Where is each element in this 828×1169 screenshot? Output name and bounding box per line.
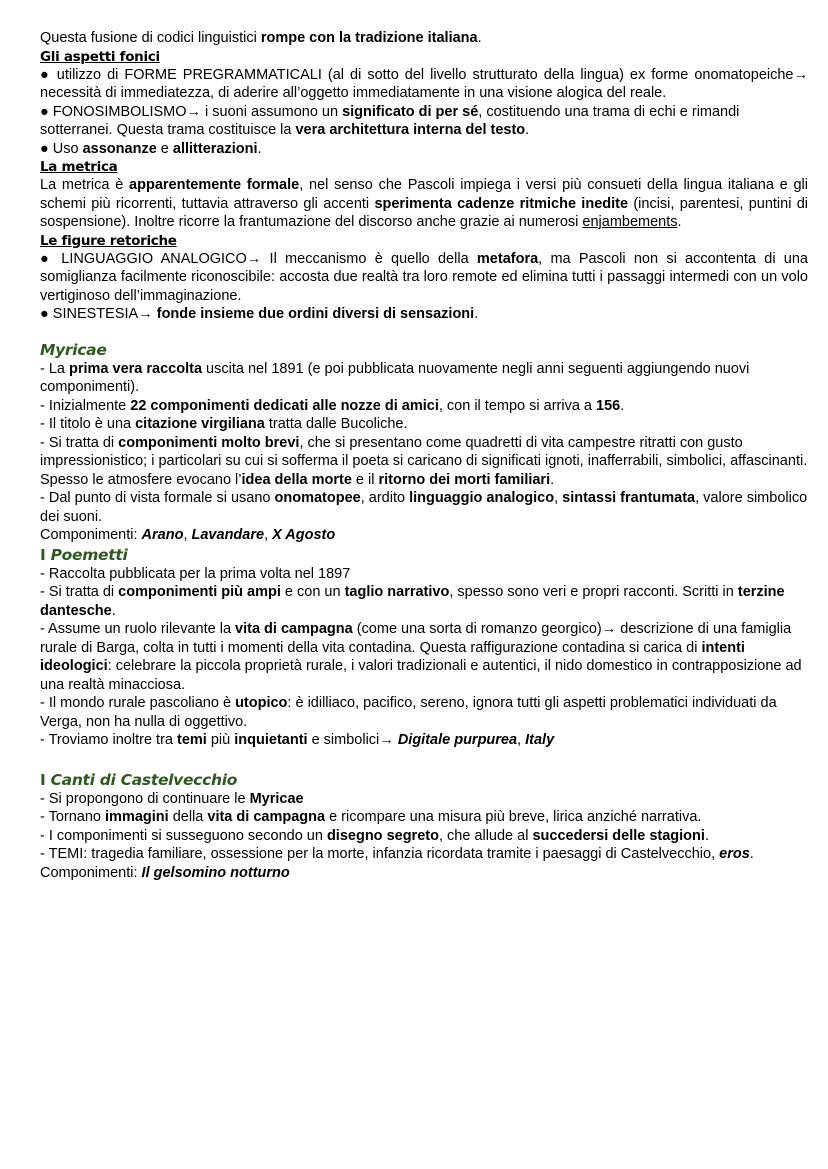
bold-text-run: vita di campagna xyxy=(235,621,353,637)
bold-text-run: Italy xyxy=(525,732,555,748)
bold-text-run: prima vera raccolta xyxy=(69,360,203,377)
text-run: e il xyxy=(351,471,379,488)
text-run: - Inizialmente xyxy=(40,397,131,414)
bold-text-run: utopico xyxy=(235,695,288,711)
text-run: : è idilliaco, pacifico, sereno, ignora tutti gli aspetti problematici individuati da Verga, non ha nulla di oggettivo. xyxy=(40,695,777,730)
bold-text-run: eros xyxy=(719,846,750,862)
work-bullet-line xyxy=(40,526,808,545)
section-heading: Le figure retoriche xyxy=(40,232,177,249)
text-run: ● FONOSIMBOLISMO→ i suoni assumono un xyxy=(40,103,343,120)
text-run: , xyxy=(517,732,526,748)
text-run: e xyxy=(156,140,173,157)
text-run: , costituendo una trama di echi e rimandi sotterranei. Questa trama costituisce la xyxy=(40,103,740,138)
text-run: (come una sorta di romanzo georgico)→ descrizione di una famiglia rurale di Barga, colta in tutti i momenti della vita contadina. Questa raffigurazione contadina si carica di xyxy=(40,621,792,656)
text-run: . xyxy=(620,397,625,414)
stylistic-sections xyxy=(40,48,808,324)
bold-text-run: inquietanti xyxy=(234,732,308,748)
text-run: - Il titolo è una xyxy=(40,416,136,432)
text-run: ● SINESTESIA→ xyxy=(40,306,157,322)
work-bullet-line xyxy=(40,434,808,490)
work-bullet-line xyxy=(40,731,808,750)
work-bullet-line xyxy=(40,827,808,846)
text-run: - Assume un ruolo rilevante la xyxy=(40,621,236,637)
bold-text-run: significato di per sé xyxy=(342,103,479,120)
work-bullet-line xyxy=(40,565,808,584)
text-run: - Si propongono di continuare le xyxy=(40,790,250,807)
text-run: , xyxy=(264,527,273,543)
work-bullet-line xyxy=(40,489,808,526)
text-run: - Raccolta pubblicata per la prima volta nel 1897 xyxy=(40,565,351,582)
section-heading: Gli aspetti fonici xyxy=(40,48,160,65)
text-run: , xyxy=(554,490,563,506)
text-run: - La xyxy=(40,360,70,377)
text-run: - Il mondo rurale pascoliano è xyxy=(40,695,236,711)
bold-text-run: sperimenta cadenze ritmiche inedite xyxy=(374,195,629,212)
section-paragraph xyxy=(40,250,808,306)
text-run: ● LINGUAGGIO ANALOGICO→ Il meccanismo è quello della xyxy=(40,250,477,267)
work-bullet-line xyxy=(40,845,808,882)
bold-text-run: temi xyxy=(177,732,207,748)
text-run: . xyxy=(257,140,262,157)
work-title xyxy=(40,770,808,790)
text-run: La metrica è xyxy=(40,177,130,193)
work-title xyxy=(40,340,808,360)
bold-text-run: Myricae xyxy=(249,790,304,807)
bold-text-run: idea della morte xyxy=(241,471,352,488)
bold-text-run: componimenti più ampi xyxy=(118,584,281,600)
text-run: - Tornano xyxy=(40,809,106,825)
work-bullet-line xyxy=(40,397,808,416)
text-run: - Si tratta di xyxy=(40,434,119,451)
bold-text-run: terzine dantesche xyxy=(40,584,785,619)
document-page xyxy=(40,29,808,882)
bold-text-run: citazione virgiliana xyxy=(135,416,265,432)
bold-text-run: vita di campagna xyxy=(207,809,326,825)
text-run: più xyxy=(206,732,235,748)
text-run: ● Uso xyxy=(40,140,83,157)
bold-text-run: fonde insieme due ordini diversi di sensazioni xyxy=(156,306,475,322)
work-bullet-line xyxy=(40,415,808,434)
bold-text-run: ritorno dei morti familiari xyxy=(378,471,551,488)
work-title-article: I xyxy=(40,770,51,789)
work-bullet-line xyxy=(40,583,808,620)
section-paragraph xyxy=(40,103,808,140)
bold-text-run: taglio narrativo xyxy=(344,584,450,600)
bold-text-run: 156 xyxy=(596,397,621,414)
section-paragraph xyxy=(40,66,808,103)
text-run: , spesso sono veri e propri racconti. Scritti in xyxy=(449,584,738,600)
text-run: , xyxy=(183,527,192,543)
work-title-text: Poemetti xyxy=(50,545,128,564)
bold-text-run: linguaggio analogico xyxy=(409,490,555,506)
work-bullet-line xyxy=(40,620,808,694)
text-run: e simbolici→ xyxy=(307,732,398,748)
text-run: Questa fusione di codici linguistici xyxy=(40,30,261,46)
text-run: , che allude al xyxy=(438,827,533,844)
text-run: - Dal punto di vista formale si usano xyxy=(40,490,275,506)
intro-paragraph xyxy=(40,29,808,48)
bold-text-run: sintassi frantumata xyxy=(562,490,696,506)
text-run: , ardito xyxy=(360,490,410,506)
text-run: , con il tempo si arriva a xyxy=(438,397,597,414)
text-run: - I componimenti si susseguono secondo un xyxy=(40,827,327,844)
work-title-text: Myricae xyxy=(40,340,107,359)
work-title xyxy=(40,545,808,565)
text-run: . xyxy=(111,602,116,619)
section-paragraph xyxy=(40,176,808,232)
bold-text-run: 22 componimenti dedicati alle nozze di amici xyxy=(130,397,439,414)
text-run: della xyxy=(168,809,208,825)
text-run: , che si presentano come quadretti di vita campestre ritratti con gusto impressionistico; i particolari su cui si sofferma il poeta si caricano di significati ignoti, inafferrabili, simbolici, affascinanti. Spesso le atmosfere evocano l’ xyxy=(40,434,808,488)
text-run: - TEMI: tragedia familiare, ossessione per la morte, infanzia ricordata tramite i paesaggi di Castelvecchio, xyxy=(40,846,720,862)
underlined-text-run: enjambements xyxy=(582,214,678,230)
bold-text-run: rompe con la tradizione italiana xyxy=(260,30,478,46)
bold-text-run: disegno segreto xyxy=(326,827,439,844)
text-run: . Componimenti: xyxy=(40,846,754,881)
section-heading: La metrica xyxy=(40,159,118,175)
bold-text-run: apparentemente formale xyxy=(129,177,300,193)
text-run: - Si tratta di xyxy=(40,584,119,600)
text-run: tratta dalle Bucoliche. xyxy=(264,416,408,432)
text-run: Componimenti: xyxy=(40,527,142,543)
bold-text-run: metafora xyxy=(476,250,539,267)
text-run: . xyxy=(474,306,479,322)
text-run: . xyxy=(525,122,530,138)
bold-text-run: intenti ideologici xyxy=(40,639,745,674)
text-run: e ricompare una misura più breve, lirica anziché narrativa. xyxy=(325,809,702,825)
work-title-article: I xyxy=(40,545,51,564)
bold-text-run: X Agosto xyxy=(272,527,336,543)
text-run: ● utilizzo di FORME PREGRAMMATICALI (al di sotto del livello strutturato della lingua) ex forme onomatopeiche→ necessità di immediatezza, di aderire all’oggetto immediatamente in una visione alogica del reale. xyxy=(40,66,808,101)
bold-text-run: vera architettura interna del testo xyxy=(295,122,526,138)
bold-text-run: Lavandare xyxy=(191,527,265,543)
text-run: : celebrare la piccola proprietà rurale, i valori tradizionali e autentici, il nido domestico in contrapposizione ad una realtà minacciosa. xyxy=(40,658,802,693)
bold-text-run: Il gelsomino notturno xyxy=(141,864,290,881)
text-run: (incisi, parentesi, puntini di sospensione). Inoltre ricorre la frantumazione del discorso anche grazie ai numerosi xyxy=(40,195,808,230)
work-title-text: Canti di Castelvecchio xyxy=(50,770,238,789)
text-run: e con un xyxy=(280,584,345,600)
bold-text-run: succedersi delle stagioni xyxy=(532,827,705,844)
bold-text-run: allitterazioni xyxy=(172,140,258,157)
work-bullet-line xyxy=(40,694,808,731)
section-paragraph xyxy=(40,305,808,324)
works-sections xyxy=(40,324,808,883)
bold-text-run: componimenti molto brevi xyxy=(118,434,300,451)
text-run: . xyxy=(677,214,682,230)
work-bullet-line xyxy=(40,790,808,809)
text-run: , ma Pascoli non si accontenta di una somiglianza facilmente riconoscibile: accosta due realtà tra loro remote ed elimina tutti i passaggi intermedi con un volo vertiginoso dell’immaginazione. xyxy=(40,250,808,304)
work-bullet-line xyxy=(40,808,808,827)
text-run: . xyxy=(477,30,482,46)
text-run: - Troviamo inoltre tra xyxy=(40,732,177,748)
bold-text-run: onomatopee xyxy=(274,490,361,506)
text-run: , valore simbolico dei suoni. xyxy=(40,490,808,525)
text-run: , nel senso che Pascoli impiega i versi più consueti della lingua italiana e gli schemi più ricorrenti, tuttavia attraverso gli accenti xyxy=(40,177,808,212)
bold-text-run: Arano xyxy=(141,527,184,543)
bold-text-run: immagini xyxy=(105,809,169,825)
section-paragraph xyxy=(40,140,808,159)
bold-text-run: assonanze xyxy=(82,140,157,157)
work-bullet-line xyxy=(40,360,808,397)
bold-text-run: Digitale purpurea xyxy=(397,732,518,748)
text-run: . xyxy=(704,827,709,844)
text-run: . xyxy=(550,471,555,488)
text-run: uscita nel 1891 (e poi pubblicata nuovamente negli anni seguenti aggiungendo nuovi componimenti). xyxy=(40,360,750,395)
